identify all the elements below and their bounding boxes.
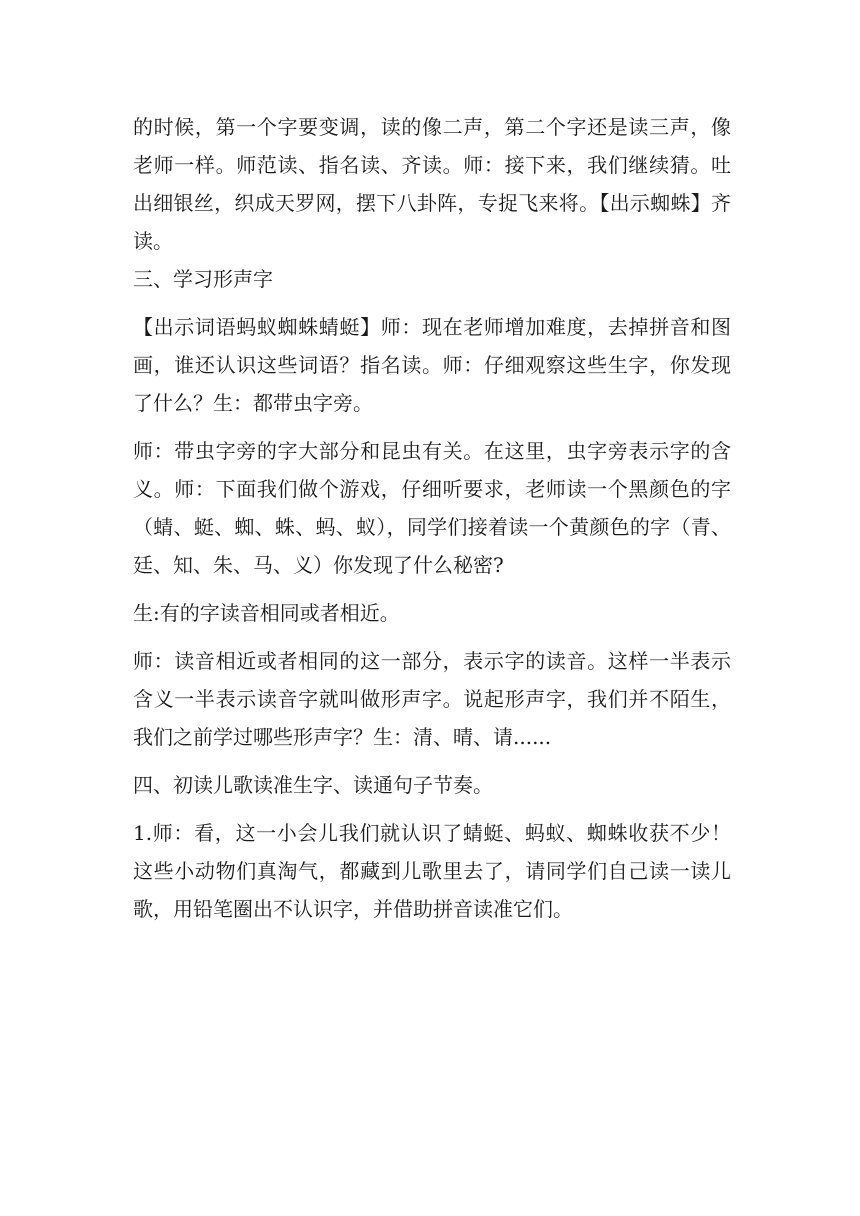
paragraph-6: 1.师：看，这一小会儿我们就认识了蜻蜓、蚂蚁、蜘蛛收获不少！这些小动物们真淘气，都藏到儿歌里去了，请同学们自己读一读儿歌，用铅笔圈出不认识字，并借助拼音读准它们。 (133, 821, 731, 921)
paragraph-4: 生:有的字读音相同或者相近。 (133, 601, 400, 625)
section-heading-4: 四、初读儿歌读准生字、读通句子节奏。 (133, 773, 493, 797)
paragraph-1: 的时候，第一个字要变调，读的像二声，第二个字还是读三声，像老师一样。师范读、指名读、齐读。师：接下来，我们继续猜。吐出细银丝，织成天罗网，摆下八卦阵，专捉飞来将。【出示蜘蛛】齐读。 (133, 115, 731, 253)
paragraph-3: 师：带虫字旁的字大部分和昆虫有关。在这里，虫字旁表示字的含义。师：下面我们做个游戏，仔细听要求，老师读一个黑颜色的字（蜻、蜓、蜘、蛛、蚂、蚁），同学们接着读一个黄颜色的字（青、廷、知、朱、马、义）你发现了什么秘密? (133, 439, 731, 577)
paragraph-5: 师：读音相近或者相同的这一部分，表示字的读音。这样一半表示含义一半表示读音字就叫做形声字。说起形声字，我们并不陌生，我们之前学过哪些形声字？生：清、晴、请...... (133, 649, 731, 749)
document-page (133, 108, 731, 928)
paragraph-2: 【出示词语蚂蚁蜘蛛蜻蜓】师：现在老师增加难度，去掉拼音和图画，谁还认识这些词语？指名读。师：仔细观察这些生字，你发现了什么？生：都带虫字旁。 (133, 315, 731, 415)
section-heading-3: 三、学习形声字 (133, 267, 273, 291)
